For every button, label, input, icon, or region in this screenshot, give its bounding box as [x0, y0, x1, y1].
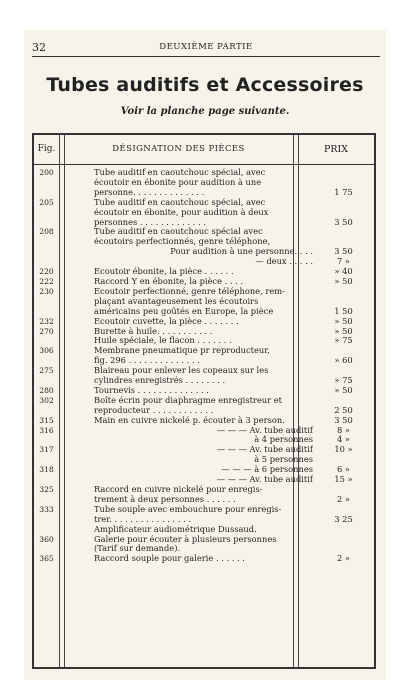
- designation-line: cylindres enregistrés . . . . . . . .: [94, 376, 226, 386]
- table-body: [34, 168, 374, 564]
- designation-line: Main en cuivre nickelé p. écouter à 3 person.: [94, 415, 285, 425]
- price-value: 10 »: [334, 444, 353, 455]
- designation-line: trement à deux personnes . . . . . .: [94, 494, 236, 504]
- item-price: [313, 366, 374, 386]
- item-designation: [94, 346, 313, 366]
- item-price: [313, 554, 374, 564]
- item-designation: [94, 505, 313, 525]
- figure-number: 220: [39, 267, 54, 277]
- running-header: [32, 40, 380, 57]
- figure-number: 333: [39, 504, 54, 514]
- item-designation: [94, 554, 313, 564]
- item-designation: [94, 535, 313, 555]
- table-header: [34, 135, 374, 165]
- item-price: [313, 396, 374, 416]
- item-designation: [94, 366, 313, 386]
- table-row: [34, 386, 374, 396]
- figure-number: 325: [39, 485, 54, 494]
- table-row: [34, 554, 374, 564]
- table-row: [34, 346, 374, 366]
- figure-number: 306: [39, 346, 54, 356]
- item-designation: [94, 336, 313, 346]
- figure-number: 230: [39, 286, 54, 296]
- figure-number: 222: [39, 276, 54, 286]
- figure-number: 232: [39, 316, 54, 326]
- item-price: [313, 426, 374, 446]
- price-value: » 50: [334, 384, 353, 395]
- designation-line: Raccord en cuivre nickelé pour enregis-: [94, 485, 263, 494]
- figure-number: 200: [39, 168, 54, 177]
- table-row: [34, 227, 374, 267]
- table-row: [34, 168, 374, 198]
- designation-line: Tube souple avec embouchure pour enregis-: [94, 504, 282, 514]
- designation-line: — deux . . . . .: [255, 257, 313, 267]
- item-designation: [94, 465, 313, 485]
- item-designation: [94, 277, 313, 287]
- item-designation: [94, 396, 313, 416]
- price-value: » 75: [334, 375, 353, 386]
- price-value: » 75: [334, 335, 353, 346]
- figure-number: 208: [39, 227, 54, 237]
- price-value: » 50: [334, 275, 353, 286]
- table-row: [34, 416, 374, 426]
- price-value: 3 50: [334, 216, 353, 227]
- designation-line: Pour audition à une personne. . . .: [170, 247, 313, 257]
- designation-line: Blaireau pour enlever les copeaux sur les: [94, 366, 269, 376]
- table-row: [34, 525, 374, 535]
- item-designation: [94, 386, 313, 396]
- table-row: [34, 465, 374, 485]
- item-designation: [94, 168, 313, 198]
- designation-line: Amplificateur audiométrique Dussaud.: [94, 524, 257, 534]
- item-price: [313, 535, 374, 555]
- figure-number: 315: [39, 415, 54, 425]
- item-price: [313, 287, 374, 317]
- item-designation: [94, 445, 313, 465]
- table-row: [34, 317, 374, 327]
- figure-number: 275: [39, 366, 54, 376]
- designation-line: trer. . . . . . . . . . . . . . . .: [94, 514, 192, 524]
- item-designation: [94, 327, 313, 337]
- table-row: [34, 277, 374, 287]
- item-price: [313, 336, 374, 346]
- price-value: 2 »: [337, 553, 350, 564]
- table-row: [34, 366, 374, 386]
- table-row: [34, 396, 374, 416]
- price-value: » 50: [334, 315, 353, 326]
- price-value: » 60: [334, 355, 353, 366]
- item-price: [313, 505, 374, 525]
- table-row: [34, 485, 374, 505]
- page-title: Tubes auditifs et Accessoires: [46, 74, 364, 96]
- designation-line: fig. 296 . . . . . . . . . . . . . .: [94, 356, 200, 366]
- price-value: 3 50: [334, 414, 353, 425]
- table-row: [34, 426, 374, 446]
- price-value: 6 »: [337, 464, 350, 475]
- designation-line: — — — à 6 personnes: [221, 465, 313, 475]
- page-subtitle: Voir la planche page suivante.: [120, 106, 290, 117]
- item-designation: [94, 416, 313, 426]
- price-value: 2 50: [334, 404, 353, 415]
- designation-line: Boîte écrin pour diaphragme enregistreur et: [94, 395, 282, 405]
- designation-line: à 4 personnes: [254, 435, 313, 445]
- designation-line: Tournevis . . . . . . . . . . . . . .: [94, 385, 209, 395]
- item-price: [313, 168, 374, 198]
- designation-line: Galerie pour écouter à plusieurs personnes: [94, 534, 277, 544]
- price-value: 3 50: [334, 246, 353, 257]
- price-value: 3 25: [334, 513, 353, 524]
- designation-line: reproducteur . . . . . . . . . . . .: [94, 405, 214, 415]
- item-price: [313, 227, 374, 267]
- designation-line: Membrane pneumatique pr reproducteur,: [94, 346, 270, 356]
- designation-line: à 5 personnes: [254, 455, 313, 465]
- figure-number: 270: [39, 326, 54, 336]
- item-price: [313, 317, 374, 327]
- designation-line: Tube auditif en caoutchouc spécial, avec: [94, 197, 266, 207]
- column-header-prix: PRIX: [323, 144, 349, 155]
- item-designation: [94, 287, 313, 317]
- designation-line: Huile spéciale, le flacon . . . . . . .: [94, 336, 232, 346]
- item-price: [313, 485, 374, 505]
- designation-line: Raccord Y en ébonite, la pièce . . . .: [94, 276, 244, 286]
- price-value: 1 75: [334, 186, 353, 197]
- figure-number: 317: [39, 445, 54, 455]
- price-value: 8 »: [337, 424, 350, 435]
- item-designation: [94, 426, 313, 446]
- item-price: [313, 445, 374, 455]
- item-designation: [94, 485, 313, 505]
- part-title: DEUXIÈME PARTIE: [159, 42, 253, 52]
- table-row: [34, 327, 374, 337]
- designation-line: — — — Av. tube auditif: [216, 445, 313, 455]
- table-row: [34, 535, 374, 555]
- figure-number: 318: [39, 465, 54, 475]
- designation-line: — — — Av. tube auditif: [216, 475, 313, 485]
- price-value: 4 »: [337, 434, 350, 445]
- table-row: [34, 336, 374, 346]
- price-table: [32, 133, 376, 669]
- page-number: 32: [32, 41, 46, 54]
- item-designation: [94, 317, 313, 327]
- designation-line: personnes . . . . . . . . . . . . .: [94, 217, 206, 227]
- table-row: [34, 198, 374, 228]
- item-price: [313, 198, 374, 228]
- designation-line: écoutoirs perfectionnés, genre téléphone,: [94, 237, 271, 247]
- item-designation: [94, 525, 313, 535]
- figure-number: 205: [39, 197, 54, 207]
- item-price: [313, 386, 374, 396]
- designation-line: (Tarif sur demande).: [94, 544, 181, 554]
- designation-line: personne. . . . . . . . . . . . . .: [94, 187, 205, 197]
- designation-line: écoutoir en ébonite pour audition à une: [94, 177, 262, 187]
- figure-number: 360: [39, 534, 54, 544]
- price-value: » 40: [334, 266, 353, 277]
- price-value: 2 »: [337, 493, 350, 504]
- item-designation: [94, 267, 313, 277]
- designation-line: Raccord souple pour galerie . . . . . .: [94, 554, 245, 564]
- designation-line: Ecoutoir perfectionné, genre téléphone, rem-: [94, 286, 285, 296]
- designation-line: — — — Av. tube auditif: [216, 425, 313, 435]
- column-header-fig: Fig.: [37, 144, 56, 154]
- figure-number: 280: [39, 385, 54, 395]
- designation-line: Burette à huile. . . . . . . . . . .: [94, 326, 213, 336]
- item-price: [313, 277, 374, 287]
- designation-line: Ecoutoir ébonite, la pièce . . . . . .: [94, 267, 234, 277]
- designation-line: Tube auditif en caoutchouc spécial avec: [94, 227, 263, 237]
- price-value: 1 50: [334, 305, 353, 316]
- price-value: 7 »: [337, 256, 350, 267]
- figure-number: 316: [39, 425, 54, 435]
- designation-line: Tube auditif en caoutchouc spécial, avec: [94, 168, 266, 177]
- designation-line: américains peu goûtés en Europe, la pièce: [94, 306, 274, 316]
- table-row: [34, 445, 374, 465]
- table-row: [34, 505, 374, 525]
- item-price: [313, 465, 374, 485]
- column-header-designation: DÉSIGNATION DES PIÈCES: [112, 144, 245, 154]
- designation-line: plaçant avantageusement les écoutoirs: [94, 296, 259, 306]
- designation-line: Ecoutoir cuvette, la pièce . . . . . . .: [94, 316, 239, 326]
- catalog-page: [24, 30, 386, 680]
- figure-number: 365: [39, 554, 54, 564]
- table-row: [34, 267, 374, 277]
- item-designation: [94, 198, 313, 228]
- price-value: » 50: [334, 325, 353, 336]
- figure-number: 302: [39, 395, 54, 405]
- item-designation: [94, 227, 313, 267]
- price-value: 15 »: [334, 474, 353, 485]
- table-row: [34, 287, 374, 317]
- designation-line: écoutoir en ébonite, pour audition à deux: [94, 207, 269, 217]
- item-price: [313, 346, 374, 366]
